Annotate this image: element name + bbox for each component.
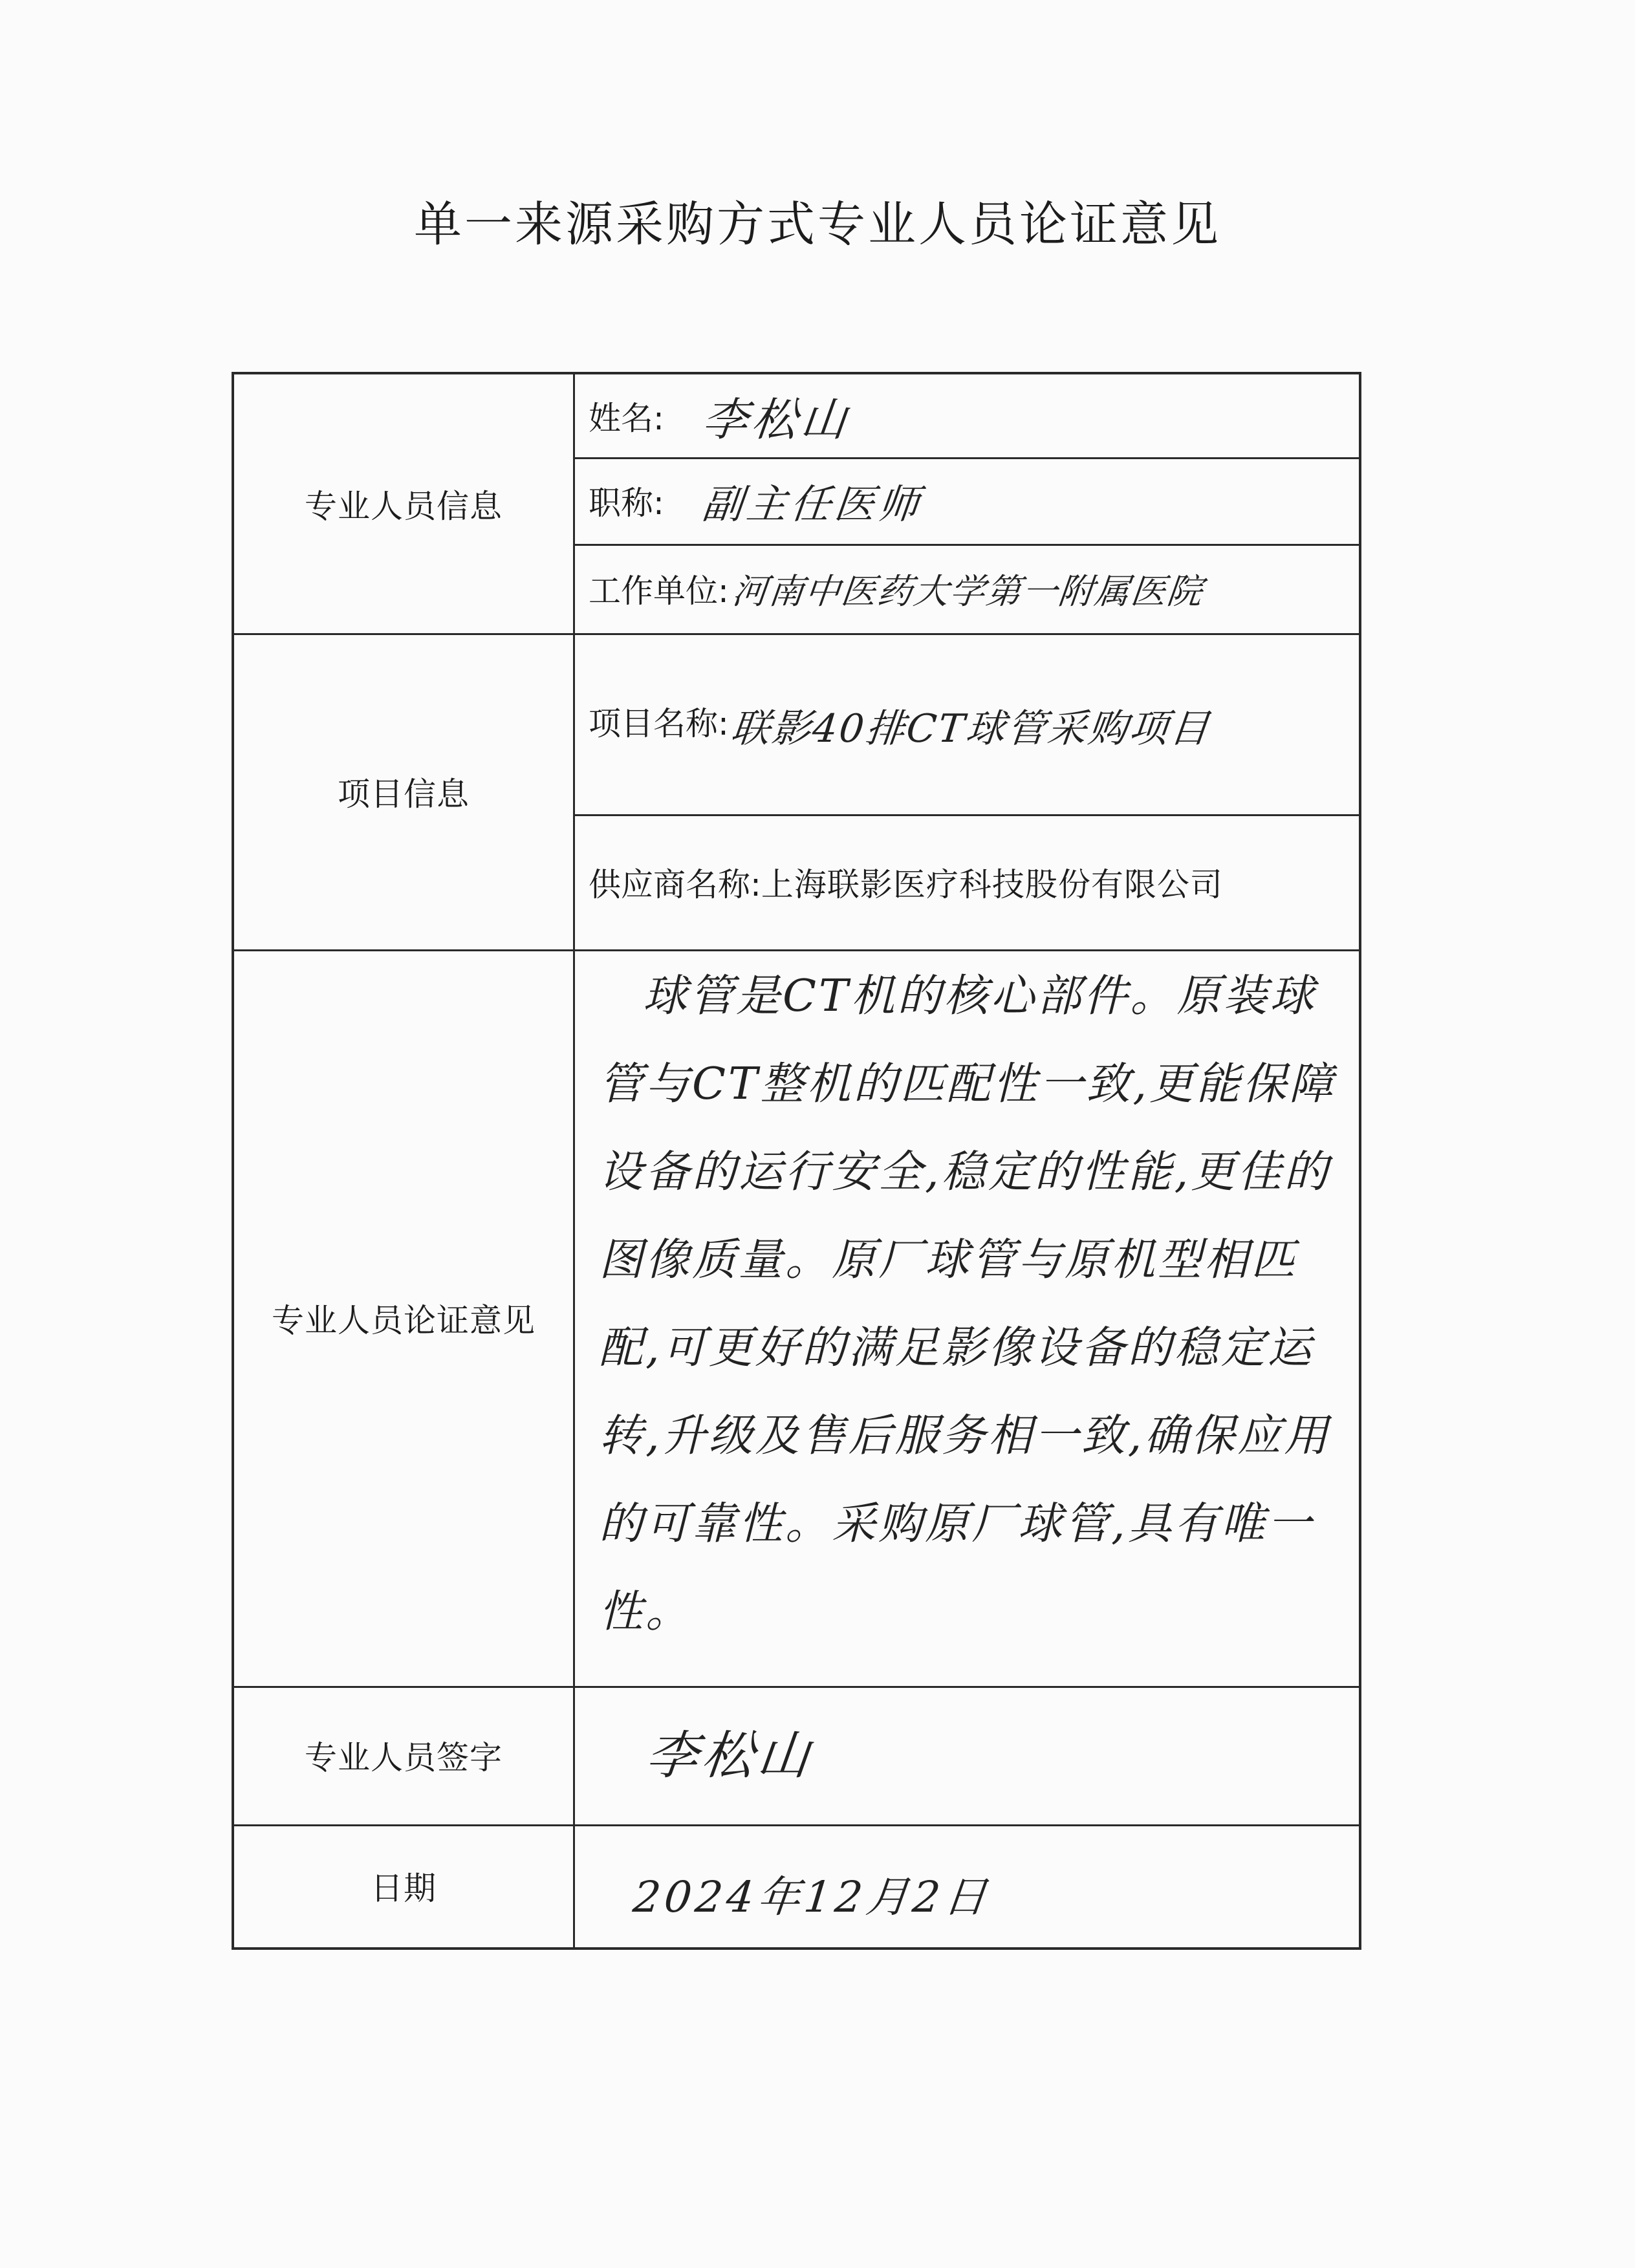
supplier-row <box>589 814 1223 949</box>
name-value: 李松山 <box>699 393 853 446</box>
title-label: 职称: <box>589 484 664 522</box>
date-value: 2024年12月2日 <box>631 1872 993 1922</box>
signature: 李松山 <box>643 1725 817 1786</box>
employer-value: 河南中医药大学第一附属医院 <box>730 570 1206 612</box>
supplier-label: 供应商名称: <box>589 865 761 903</box>
title-value: 副主任医师 <box>700 480 926 528</box>
section-project-info: 项目信息 <box>338 775 470 813</box>
project-name-value: 联影40排CT球管采购项目 <box>728 706 1213 751</box>
opinion-text: 球管是CT机的核心部件。原装球管与CT整机的匹配性一致,更能保障设备的运行安全,稳定的性能,更佳的图像质量。原厂球管与原机型相匹配,可更好的满足影像设备的稳定运转,升级及售后服务相一致,确保应用的可靠性。采购原厂球管,具有唯一性。 <box>599 971 1336 1637</box>
section-personnel-info: 专业人员信息 <box>305 488 503 525</box>
section-date: 日期 <box>371 1870 437 1907</box>
name-label: 姓名: <box>589 400 664 437</box>
project-name-label: 项目名称: <box>589 705 729 742</box>
column-divider <box>573 374 575 1947</box>
document-title: 单一来源采购方式专业人员论证意见 <box>414 197 1221 252</box>
employer-row <box>589 544 1204 633</box>
title-row <box>589 457 926 544</box>
section-opinion: 专业人员论证意见 <box>272 1301 536 1339</box>
employer-label: 工作单位: <box>589 572 729 610</box>
supplier-value: 上海联影医疗科技股份有限公司 <box>761 865 1223 903</box>
section-signature: 专业人员签字 <box>305 1739 503 1777</box>
name-row <box>589 374 853 457</box>
project-name-row <box>589 633 1211 814</box>
